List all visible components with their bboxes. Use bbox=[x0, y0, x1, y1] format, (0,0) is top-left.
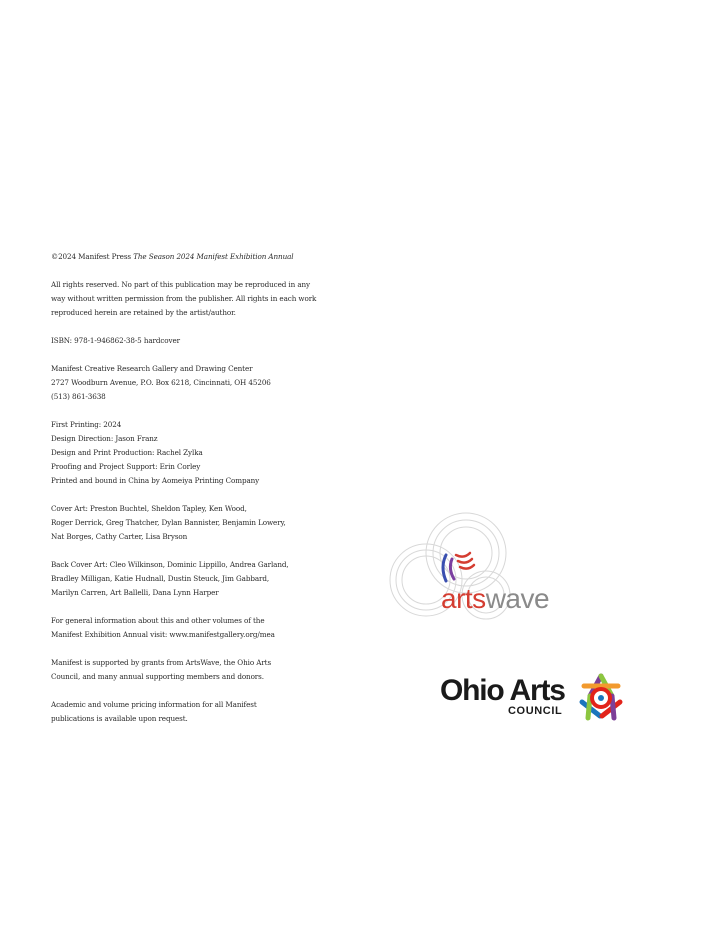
ohio-arts-star-icon bbox=[576, 672, 626, 724]
copyright-title: The Season 2024 Manifest Exhibition Annual bbox=[133, 252, 294, 261]
artswave-wordmark bbox=[441, 585, 549, 613]
credits-line: First Printing: 2024 bbox=[51, 420, 122, 429]
pricing-paragraph bbox=[51, 698, 351, 726]
credits-paragraph bbox=[51, 418, 351, 488]
ohio-arts-council-logo bbox=[440, 672, 630, 732]
support-line: Manifest is supported by grants from ArtsWave, the Ohio Arts bbox=[51, 658, 272, 667]
rights-paragraph bbox=[51, 278, 351, 320]
general-info-paragraph bbox=[51, 614, 351, 642]
isbn-line: ISBN: 978-1-946862-38-5 hardcover bbox=[51, 336, 180, 345]
cover-art-line: Roger Derrick, Greg Thatcher, Dylan Bannister, Benjamin Lowery, bbox=[51, 518, 286, 527]
copyright-line bbox=[51, 250, 351, 264]
copyright-prefix: ©2024 Manifest Press bbox=[51, 252, 134, 261]
address-line: 2727 Woodburn Avenue, P.O. Box 6218, Cincinnati, OH 45206 bbox=[51, 378, 271, 387]
colophon-text-block bbox=[51, 250, 351, 740]
rights-line: reproduced herein are retained by the artist/author. bbox=[51, 308, 236, 317]
ohio-arts-subtitle: COUNCIL bbox=[508, 705, 563, 717]
credits-line: Proofing and Project Support: Erin Corley bbox=[51, 462, 201, 471]
back-cover-art-line: Back Cover Art: Cleo Wilkinson, Dominic Lippillo, Andrea Garland, bbox=[51, 560, 289, 569]
rights-line: way without written permission from the publisher. All rights in each work bbox=[51, 294, 317, 303]
support-line: Council, and many annual supporting members and donors. bbox=[51, 672, 264, 681]
cover-art-line: Cover Art: Preston Buchtel, Sheldon Tapley, Ken Wood, bbox=[51, 504, 247, 513]
back-cover-art-line: Bradley Milligan, Katie Hudnall, Dustin Steuck, Jim Gabbard, bbox=[51, 574, 270, 583]
ohio-arts-title: Ohio Arts bbox=[440, 674, 565, 707]
artswave-arts: arts bbox=[441, 583, 486, 614]
artswave-wave: wave bbox=[485, 583, 550, 614]
support-paragraph bbox=[51, 656, 351, 684]
credits-line: Printed and bound in China by Aomeiya Printing Company bbox=[51, 476, 260, 485]
artswave-logo bbox=[386, 505, 586, 625]
credits-line: Design and Print Production: Rachel Zylka bbox=[51, 448, 203, 457]
back-cover-art-line: Marilyn Carren, Art Ballelli, Dana Lynn Harper bbox=[51, 588, 219, 597]
credits-line: Design Direction: Jason Franz bbox=[51, 434, 158, 443]
general-info-line: For general information about this and other volumes of the bbox=[51, 616, 265, 625]
back-cover-art-paragraph bbox=[51, 558, 351, 600]
address-line: (513) 861-3638 bbox=[51, 392, 106, 401]
address-paragraph bbox=[51, 362, 351, 404]
address-line: Manifest Creative Research Gallery and Drawing Center bbox=[51, 364, 253, 373]
pricing-line: Academic and volume pricing information for all Manifest bbox=[51, 700, 257, 709]
general-info-line: Manifest Exhibition Annual visit: www.manifestgallery.org/mea bbox=[51, 630, 275, 639]
cover-art-paragraph bbox=[51, 502, 351, 544]
cover-art-line: Nat Borges, Cathy Carter, Lisa Bryson bbox=[51, 532, 188, 541]
pricing-line: publications is available upon request. bbox=[51, 714, 188, 723]
rights-line: All rights reserved. No part of this publication may be reproduced in any bbox=[51, 280, 310, 289]
